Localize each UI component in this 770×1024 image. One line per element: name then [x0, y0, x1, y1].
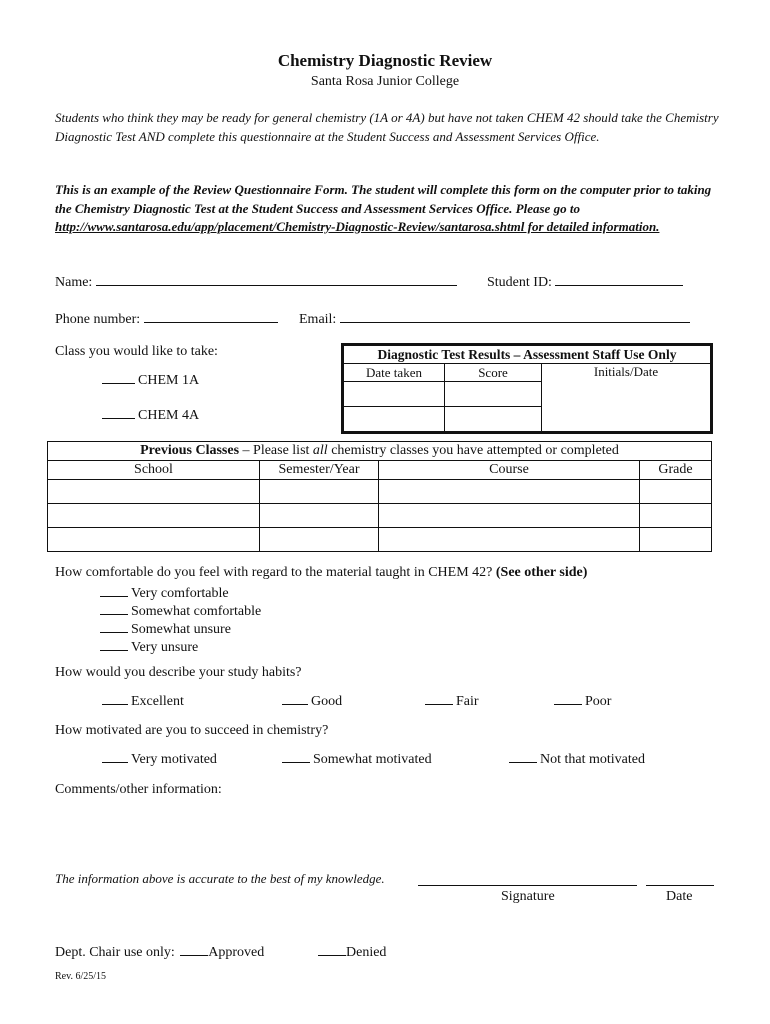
table-cell[interactable]	[260, 480, 379, 504]
class-option-chem1a	[102, 371, 199, 389]
table-cell[interactable]	[48, 528, 260, 552]
comfort-question-text: How comfortable do you feel with regard to the material taught in CHEM 42?	[55, 565, 493, 580]
intro-paragraph: Students who think they may be ready for general chemistry (1A or 4A) but have not taken CHEM 42 should take the Chemistry Diagnostic Test AND complete this questionnaire at the Student Success and Assessment Services Office.	[55, 110, 719, 144]
info-link[interactable]: http://www.santarosa.edu/app/placement/Chemistry-Diagnostic-Review/santarosa.shtml for detailed information.	[55, 219, 660, 234]
option-blank[interactable]	[282, 750, 310, 763]
option-blank[interactable]	[100, 602, 128, 615]
comments-area[interactable]	[55, 800, 715, 860]
approved-label: Approved	[208, 945, 265, 960]
name-row	[55, 271, 457, 291]
class-blank[interactable]	[102, 406, 135, 419]
prev-title-italic: all	[312, 443, 328, 458]
table-row	[48, 528, 712, 552]
diag-cell[interactable]	[344, 382, 445, 407]
phone-label: Phone number:	[55, 312, 141, 327]
comfort-option	[100, 584, 229, 602]
student-id-row	[487, 271, 683, 291]
study-option	[102, 692, 184, 710]
option-label: Somewhat motivated	[313, 752, 432, 767]
approved-blank[interactable]	[180, 943, 208, 956]
date-label: Date	[666, 889, 693, 904]
diag-cell[interactable]	[445, 407, 542, 432]
col-score: Score	[445, 364, 542, 382]
class-option-chem4a	[102, 406, 199, 424]
email-label: Email:	[299, 312, 337, 327]
comfort-option	[100, 602, 261, 620]
note-paragraph	[55, 181, 725, 237]
col-date-taken: Date taken	[344, 364, 445, 382]
signature-date-line[interactable]	[646, 885, 714, 886]
option-blank[interactable]	[102, 692, 128, 705]
col-course: Course	[379, 461, 640, 480]
signature-line[interactable]	[418, 885, 637, 886]
previous-classes-table	[47, 441, 712, 552]
name-label: Name:	[55, 275, 93, 290]
motivation-option	[102, 750, 217, 768]
option-label: Fair	[456, 694, 479, 709]
diagnostic-title: Diagnostic Test Results – Assessment Staff Use Only	[344, 346, 711, 364]
table-row	[48, 504, 712, 528]
study-option	[282, 692, 342, 710]
phone-field[interactable]	[144, 308, 278, 323]
study-option	[425, 692, 479, 710]
table-cell[interactable]	[379, 480, 640, 504]
option-blank[interactable]	[554, 692, 582, 705]
diag-cell[interactable]	[445, 382, 542, 407]
note-text: This is an example of the Review Questionnaire Form. The student will complete this form on the computer prior to taking the Chemistry Diagnostic Test at the Student Success and Assessment Services Office. Please go to	[55, 182, 712, 216]
option-label: Very unsure	[131, 640, 199, 655]
email-field[interactable]	[340, 308, 690, 323]
signature-label: Signature	[501, 889, 555, 904]
comfort-question-bold: (See other side)	[495, 565, 588, 580]
motivation-option	[509, 750, 645, 768]
class-option-label: CHEM 1A	[138, 373, 200, 388]
option-blank[interactable]	[102, 750, 128, 763]
option-blank[interactable]	[509, 750, 537, 763]
option-label: Not that motivated	[540, 752, 645, 767]
page-subtitle: Santa Rosa Junior College	[310, 74, 460, 89]
option-label: Very motivated	[131, 752, 217, 767]
table-cell[interactable]	[640, 504, 712, 528]
diag-cell[interactable]	[344, 407, 445, 432]
diagnostic-results-table	[341, 343, 713, 434]
col-semester-year: Semester/Year	[260, 461, 379, 480]
motivation-option	[282, 750, 432, 768]
table-cell[interactable]	[379, 504, 640, 528]
option-blank[interactable]	[100, 620, 128, 633]
class-label: Class you would like to take:	[55, 344, 218, 359]
motivation-question: How motivated are you to succeed in chemistry?	[55, 723, 329, 738]
table-cell[interactable]	[48, 480, 260, 504]
email-row	[299, 308, 690, 328]
col-grade: Grade	[640, 461, 712, 480]
table-cell[interactable]	[640, 528, 712, 552]
dept-chair-row	[55, 943, 264, 961]
denied-blank[interactable]	[318, 943, 346, 956]
option-label: Good	[311, 694, 343, 709]
prev-title-rest: – Please list	[239, 443, 313, 458]
denied-label: Denied	[346, 945, 387, 960]
option-label: Somewhat unsure	[131, 622, 231, 637]
dept-label: Dept. Chair use only:	[55, 945, 175, 960]
previous-classes-title	[48, 442, 712, 461]
phone-row	[55, 308, 278, 328]
option-blank[interactable]	[282, 692, 308, 705]
study-question: How would you describe your study habits?	[55, 665, 302, 680]
study-option	[554, 692, 611, 710]
class-blank[interactable]	[102, 371, 135, 384]
option-blank[interactable]	[100, 638, 128, 651]
option-label: Excellent	[131, 694, 184, 709]
revision-date: Rev. 6/25/15	[55, 971, 107, 982]
table-cell[interactable]	[260, 504, 379, 528]
name-field[interactable]	[96, 271, 457, 286]
col-initials-date: Initials/Date	[542, 364, 711, 432]
option-blank[interactable]	[100, 584, 128, 597]
comfort-option	[100, 620, 231, 638]
table-cell[interactable]	[48, 504, 260, 528]
table-cell[interactable]	[260, 528, 379, 552]
class-option-label: CHEM 4A	[138, 408, 200, 423]
student-id-label: Student ID:	[487, 275, 552, 290]
denied-row	[318, 943, 386, 961]
comments-label: Comments/other information:	[55, 782, 222, 797]
option-label: Very comfortable	[131, 586, 229, 601]
option-blank[interactable]	[425, 692, 453, 705]
table-row	[48, 480, 712, 504]
comfort-option	[100, 638, 198, 656]
page-title: Chemistry Diagnostic Review	[277, 51, 493, 70]
prev-title-end: chemistry classes you have attempted or completed	[327, 443, 619, 458]
table-cell[interactable]	[640, 480, 712, 504]
option-label: Somewhat comfortable	[131, 604, 262, 619]
student-id-field[interactable]	[555, 271, 683, 286]
prev-title-bold: Previous Classes	[140, 443, 240, 458]
option-label: Poor	[585, 694, 612, 709]
signature-statement: The information above is accurate to the best of my knowledge.	[55, 871, 385, 886]
col-school: School	[48, 461, 260, 480]
table-cell[interactable]	[379, 528, 640, 552]
comfort-question	[55, 565, 587, 581]
